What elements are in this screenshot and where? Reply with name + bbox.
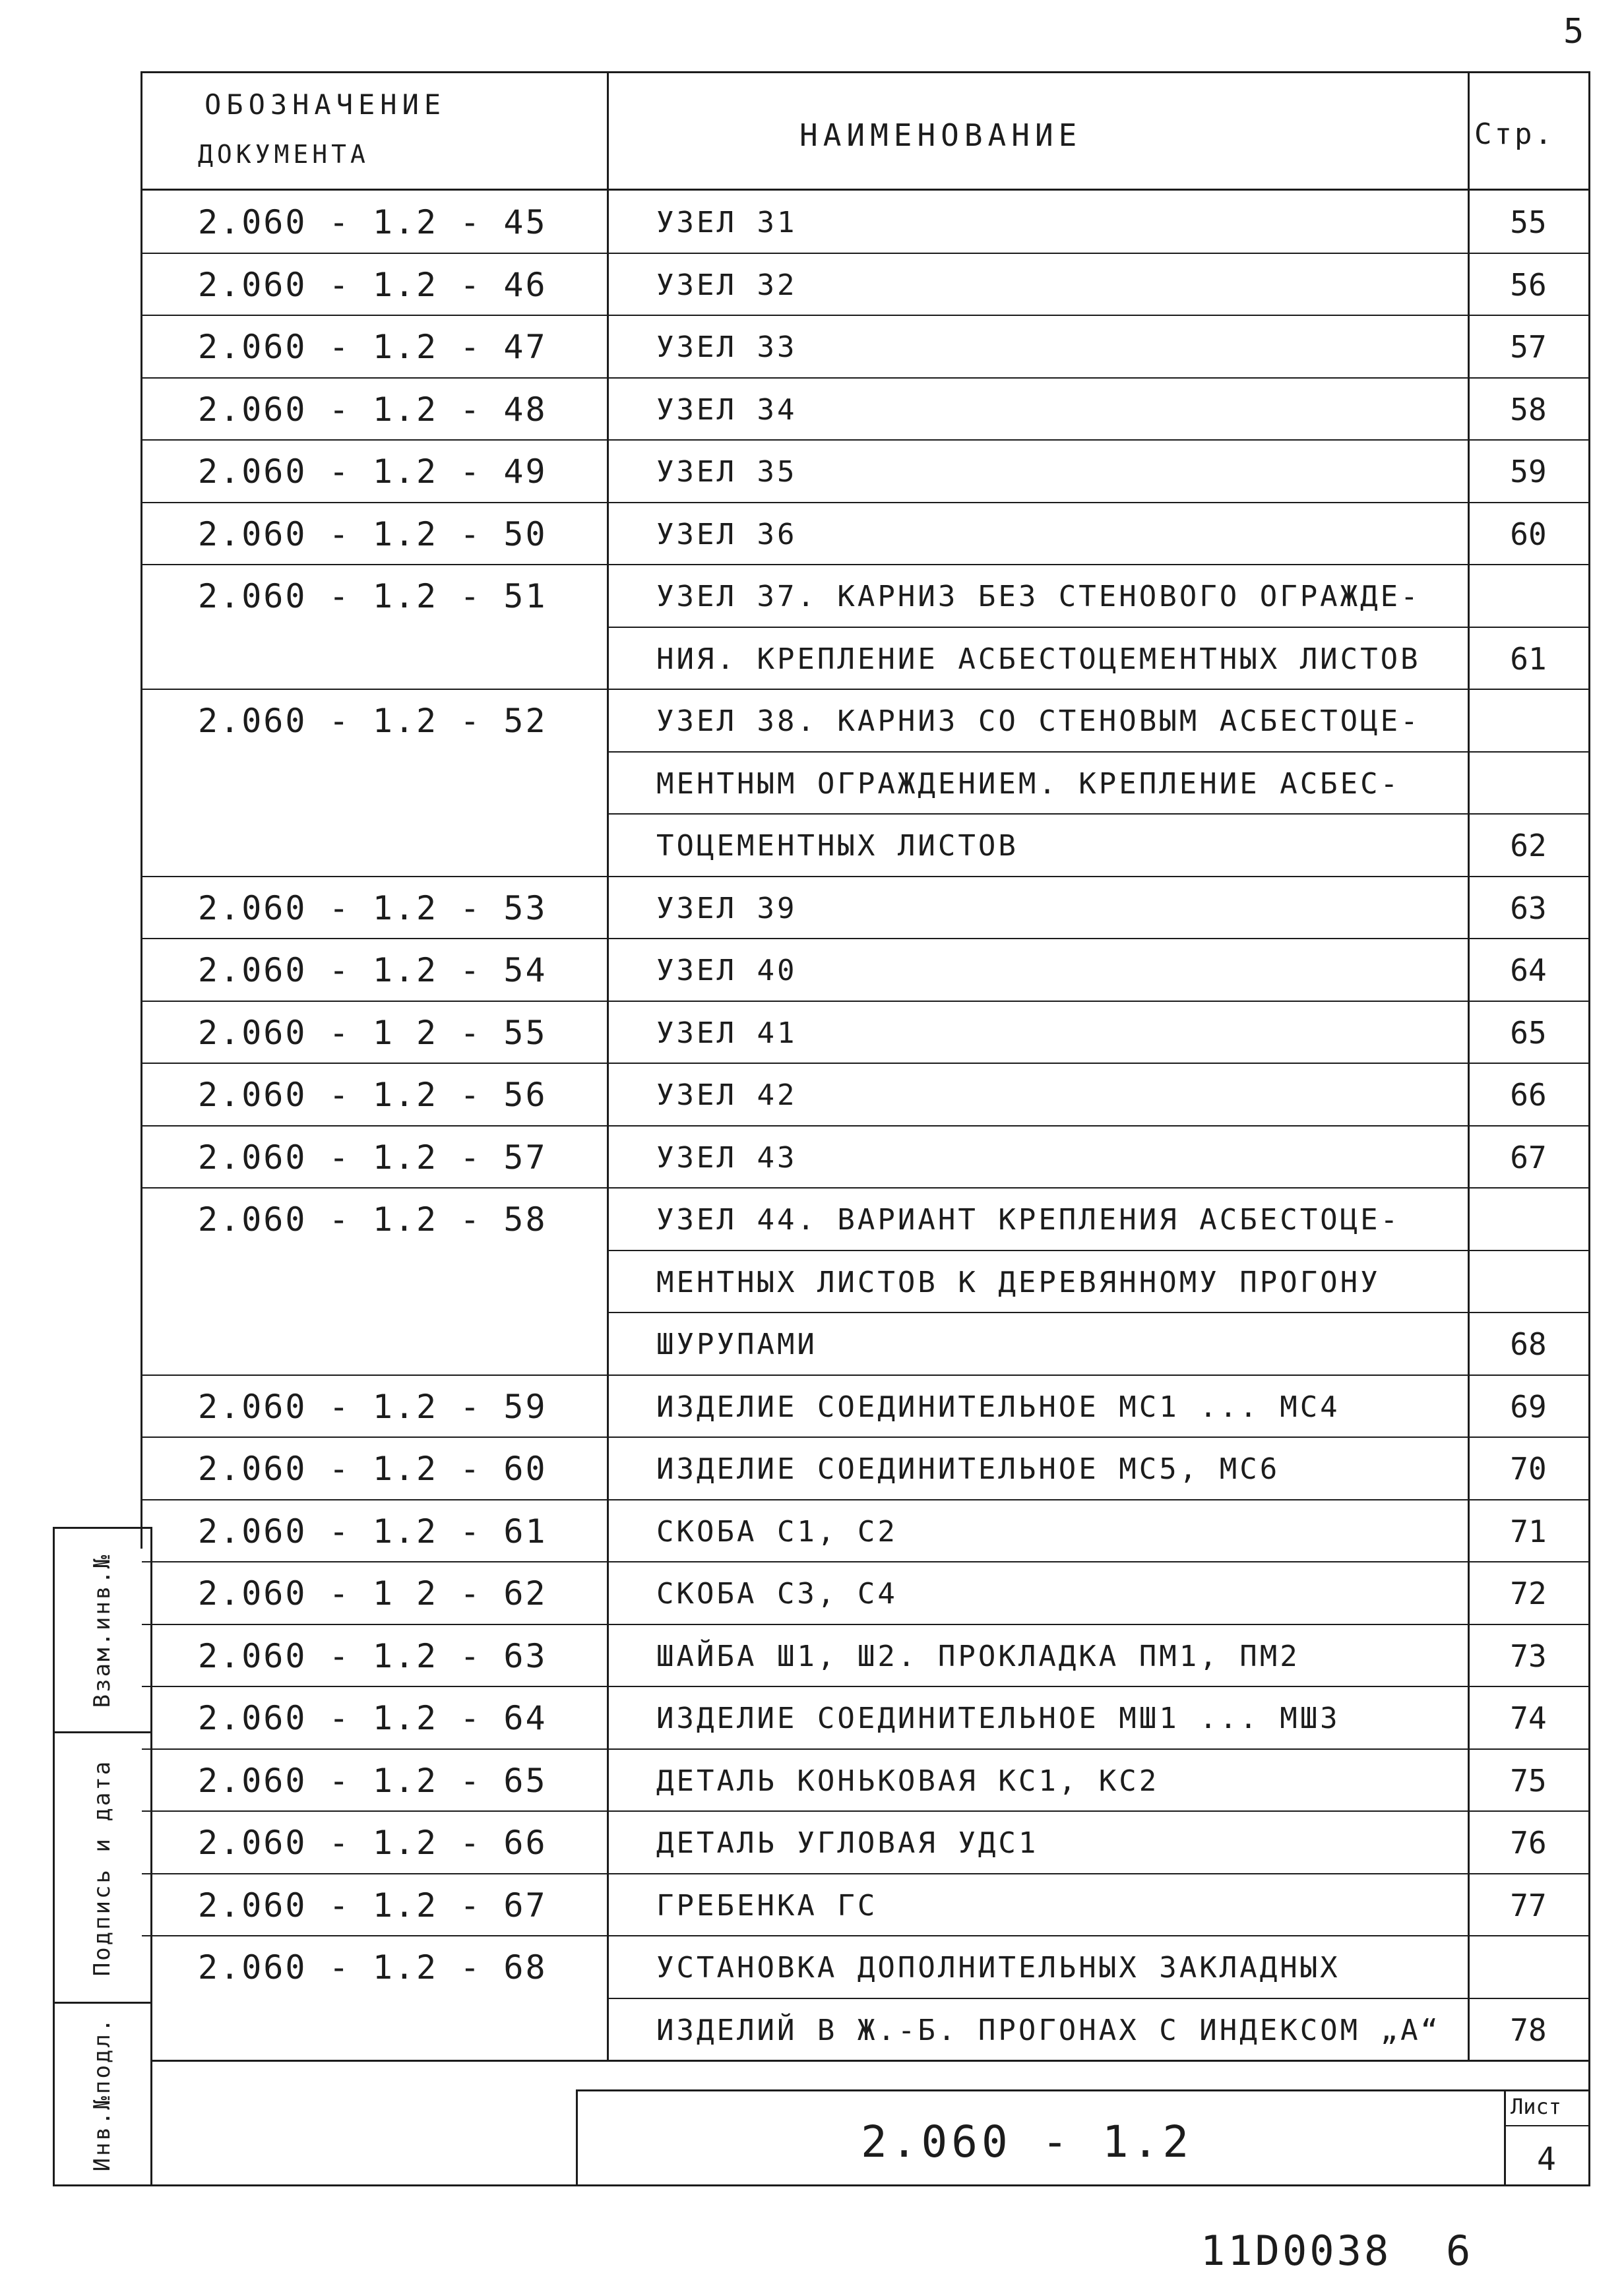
row-name: УЗЕЛ 42 [656,1078,797,1112]
table-top-border [142,71,1590,73]
header-designation-line2: ДОКУМЕНТА [198,140,369,169]
title-block-sheet-split [1504,2125,1590,2126]
label-podpis-data: Подпись и дата [89,1759,115,1977]
table-row [0,1375,1624,1437]
row-page: 71 [1510,1514,1547,1549]
table-row [0,1686,1624,1748]
row-name: ШУРУПАМИ [656,1328,817,1361]
table-row [0,253,1624,315]
row-name: СКОБА С3, С4 [656,1577,898,1611]
table-row [0,1998,1624,2060]
row-name: УЗЕЛ 38. КАРНИЗ СО СТЕНОВЫМ АСБЕСТОЦЕ- [656,704,1421,738]
table-row [0,1436,1624,1499]
table-row [0,502,1624,565]
label-vzam-inv: Взам.инв.№ [89,1553,115,1708]
table-row [0,190,1624,253]
row-designation: 2.060 - 1.2 - 46 [198,266,547,304]
row-designation: 2.060 - 1.2 - 48 [198,390,547,429]
row-designation: 2.060 - 1.2 - 51 [198,577,547,615]
table-right-border [1588,71,1590,2186]
label-inv-podl: Инв.№подл. [89,2016,115,2172]
table-row [0,439,1624,502]
table-row [0,377,1624,440]
row-page: 73 [1510,1638,1547,1674]
row-designation: 2.060 - 1.2 - 66 [198,1824,547,1862]
row-page: 56 [1510,267,1547,303]
header-page: Стр. [1474,117,1555,151]
table-row [0,1810,1624,1873]
title-block-sheet-label: Лист [1511,2094,1562,2119]
row-name: УЗЕЛ 44. ВАРИАНТ КРЕПЛЕНИЯ АСБЕСТОЦЕ- [656,1203,1401,1237]
row-page: 72 [1510,1576,1547,1611]
row-name: УЗЕЛ 31 [656,206,797,239]
row-page: 69 [1510,1389,1547,1425]
row-page: 68 [1510,1326,1547,1362]
table-row [0,1250,1624,1313]
header-bottom-border [142,189,1590,191]
row-designation: 2.060 - 1.2 - 58 [198,1200,547,1239]
table-row [0,689,1624,751]
table-row [0,751,1624,814]
table-left-border [141,71,142,1549]
row-name: ИЗДЕЛИЕ СОЕДИНИТЕЛЬНОЕ МС1 ... МС4 [656,1390,1340,1424]
row-designation: 2.060 - 1.2 - 53 [198,889,547,927]
table-row [0,1187,1624,1250]
row-designation: 2.060 - 1.2 - 64 [198,1699,547,1737]
row-page: 75 [1510,1763,1547,1799]
row-name: УЗЕЛ 43 [656,1141,797,1175]
row-designation: 2.060 - 1.2 - 52 [198,702,547,740]
row-page: 62 [1510,828,1547,863]
row-designation: 2.060 - 1.2 - 50 [198,515,547,553]
row-designation: 2.060 - 1.2 - 47 [198,328,547,366]
row-page: 59 [1510,454,1547,489]
row-name: ДЕТАЛЬ КОНЬКОВАЯ КС1, КС2 [656,1764,1160,1798]
table-row [0,1499,1624,1562]
row-name: УЗЕЛ 37. КАРНИЗ БЕЗ СТЕНОВОГО ОГРАЖДЕ- [656,580,1421,613]
table-row [0,1312,1624,1375]
row-designation: 2.060 - 1.2 - 67 [198,1886,547,1925]
table-row [0,1561,1624,1624]
row-page: 61 [1510,641,1547,677]
row-name: НИЯ. КРЕПЛЕНИЕ АСБЕСТОЦЕМЕНТНЫХ ЛИСТОВ [656,642,1421,676]
table-row [0,1748,1624,1811]
table-row [0,627,1624,689]
table-row [0,1001,1624,1063]
sheet-bottom-border [53,2184,1590,2186]
row-designation: 2.060 - 1.2 - 56 [198,1076,547,1114]
title-block-sheet-number: 4 [1537,2141,1556,2178]
row-page: 78 [1510,2012,1547,2048]
title-block-sheet-divider [1504,2089,1506,2186]
row-name: УЗЕЛ 34 [656,393,797,427]
row-page: 60 [1510,516,1547,552]
table-row [0,1624,1624,1686]
column-divider-page [1468,71,1470,2060]
table-row [0,1935,1624,1998]
row-designation: 2.060 - 1.2 - 65 [198,1762,547,1800]
title-block-doc-code: 2.060 - 1.2 [861,2116,1193,2167]
row-page: 55 [1510,204,1547,240]
row-page: 64 [1510,952,1547,988]
row-designation: 2.060 - 1.2 - 60 [198,1450,547,1488]
row-name: ИЗДЕЛИЕ СОЕДИНИТЕЛЬНОЕ МШ1 ... МШ3 [656,1702,1340,1735]
table-row [0,938,1624,1001]
row-name: УЗЕЛ 35 [656,455,797,489]
title-block-left [576,2089,578,2186]
row-designation: 2.060 - 1.2 - 45 [198,203,547,241]
row-designation: 2.060 - 1.2 - 54 [198,951,547,989]
row-page: 66 [1510,1077,1547,1113]
sheet-corner-number: 5 [1563,12,1584,51]
title-block-top [150,2060,1590,2062]
column-divider-name [607,71,609,2060]
row-name: УЗЕЛ 39 [656,892,797,925]
row-name: УЗЕЛ 40 [656,954,797,987]
row-name: СКОБА С1, С2 [656,1515,898,1549]
row-name: ШАЙБА Ш1, Ш2. ПРОКЛАДКА ПМ1, ПМ2 [656,1640,1300,1673]
row-name: ТОЦЕМЕНТНЫХ ЛИСТОВ [656,829,1018,863]
row-page: 57 [1510,329,1547,365]
table-row [0,876,1624,939]
row-name: УСТАНОВКА ДОПОЛНИТЕЛЬНЫХ ЗАКЛАДНЫХ [656,1951,1340,1985]
row-designation: 2.060 - 1.2 - 63 [198,1637,547,1675]
table-row [0,315,1624,377]
row-designation: 2.060 - 1.2 - 57 [198,1138,547,1177]
row-page: 65 [1510,1015,1547,1051]
table-row [0,1125,1624,1188]
header-designation-line1: ОБОЗНАЧЕНИЕ [204,88,447,121]
row-name: УЗЕЛ 32 [656,268,797,302]
footer-stamp: 11D0038 6 [1201,2227,1474,2275]
table-row [0,1873,1624,1936]
table-row [0,813,1624,876]
title-block-inner-top [577,2089,1590,2091]
row-designation: 2.060 - 1.2 - 61 [198,1512,547,1551]
row-designation: 2.060 - 1.2 - 49 [198,452,547,491]
row-designation: 2.060 - 1 2 - 55 [198,1014,547,1052]
table-row [0,564,1624,627]
row-name: ДЕТАЛЬ УГЛОВАЯ УДС1 [656,1826,1039,1860]
row-page: 70 [1510,1451,1547,1487]
table-row [0,1063,1624,1125]
row-designation: 2.060 - 1 2 - 62 [198,1574,547,1613]
row-name: УЗЕЛ 36 [656,518,797,551]
row-page: 63 [1510,890,1547,926]
row-designation: 2.060 - 1.2 - 59 [198,1388,547,1426]
margin-strip-right [150,1527,152,2186]
row-name: ГРЕБЕНКА ГС [656,1889,878,1923]
row-page: 74 [1510,1700,1547,1736]
row-page: 77 [1510,1888,1547,1923]
row-name: МЕНТНЫХ ЛИСТОВ К ДЕРЕВЯННОМУ ПРОГОНУ [656,1266,1381,1299]
row-page: 58 [1510,392,1547,427]
row-name: ИЗДЕЛИЙ В Ж.-Б. ПРОГОНАХ С ИНДЕКСОМ „А“ [656,2014,1441,2047]
row-name: УЗЕЛ 41 [656,1016,797,1050]
row-page: 67 [1510,1140,1547,1175]
header-name: НАИМЕНОВАНИЕ [799,117,1082,153]
row-page: 76 [1510,1825,1547,1861]
row-designation: 2.060 - 1.2 - 68 [198,1948,547,1987]
row-name: УЗЕЛ 33 [656,330,797,364]
row-name: ИЗДЕЛИЕ СОЕДИНИТЕЛЬНОЕ МС5, МС6 [656,1452,1280,1486]
margin-strip-left [53,1527,55,2186]
row-name: МЕНТНЫМ ОГРАЖДЕНИЕМ. КРЕПЛЕНИЕ АСБЕС- [656,767,1401,801]
